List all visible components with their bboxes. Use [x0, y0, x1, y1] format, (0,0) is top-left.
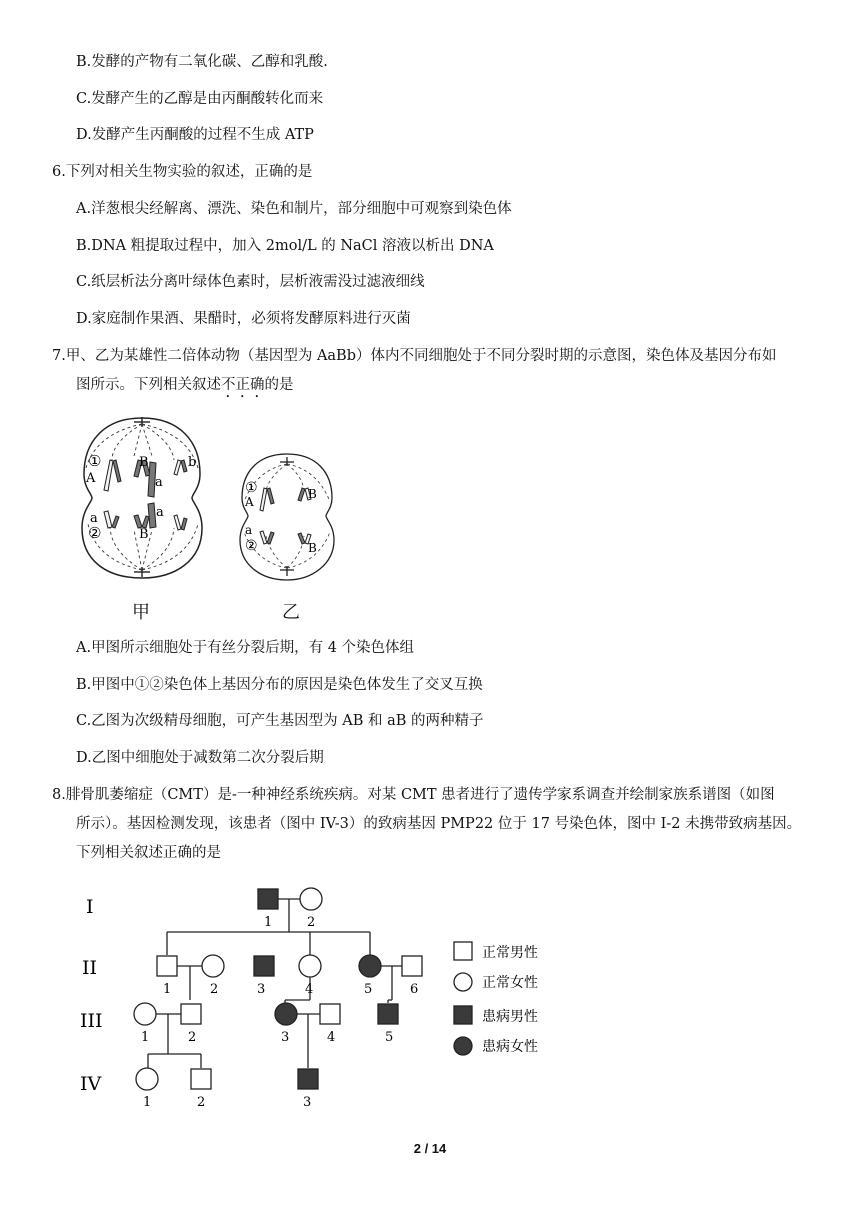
q6-option-d: D.家庭制作果酒、果醋时，必须将发酵原料进行灭菌 [76, 311, 411, 327]
gene-label: a [155, 475, 163, 490]
individual-number: 3 [303, 1095, 312, 1110]
normal-female-II-2 [202, 955, 224, 977]
individual-number: 1 [264, 915, 273, 930]
label-1: ① [88, 452, 102, 470]
individual-number: 1 [141, 1030, 150, 1045]
affected-male-I-1 [258, 889, 278, 909]
q7-option-d: D.乙图中细胞处于减数第二次分裂后期 [76, 750, 324, 766]
q6-option-c: C.纸层析法分离叶绿体色素时，层析液需没过滤液细线 [76, 274, 425, 290]
gene-label: a [156, 505, 164, 520]
gene-label: B [308, 541, 317, 555]
q5-option-b: B.发酵的产物有二氧化碳、乙醇和乳酸. [76, 54, 328, 70]
affected-male-IV-3 [298, 1069, 318, 1089]
individual-number: 4 [327, 1030, 336, 1045]
legend-normal-female: 正常女性 [482, 975, 538, 991]
q8-stem-line2: 所示）。基因检测发现，该患者（图中 IV-3）的致病基因 PMP22 位于 17 号染色体，图中 I-2 未携带致病基因。 [76, 816, 802, 832]
page-number: 2 / 14 [413, 1141, 447, 1156]
q7-option-a: A.甲图所示细胞处于有丝分裂后期，有 4 个染色体组 [76, 640, 415, 656]
legend-affected-male-symbol [454, 1006, 472, 1024]
gene-label: B [139, 527, 149, 542]
normal-male-II-1 [157, 956, 177, 976]
individual-number: 2 [197, 1095, 206, 1110]
gene-label: a [90, 511, 98, 526]
normal-male-IV-2 [191, 1069, 211, 1089]
gene-label: B [139, 455, 149, 470]
legend-affected-female-symbol [454, 1037, 472, 1055]
cell-jia-figure [76, 412, 208, 584]
normal-female-III-1 [134, 1003, 156, 1025]
normal-female-I-2 [300, 888, 322, 910]
individual-number: 2 [188, 1030, 197, 1045]
generation-label: IV [80, 1073, 102, 1095]
affected-female-II-5 [359, 955, 381, 977]
normal-female-II-4 [299, 955, 321, 977]
figure-label-jia: 甲 [132, 602, 150, 623]
figure-label-yi: 乙 [282, 602, 300, 623]
gene-label: A [245, 495, 254, 509]
individual-number: 4 [305, 982, 314, 997]
legend-affected-female: 患病女性 [482, 1039, 538, 1055]
q8-stem-line1: 8.腓骨肌萎缩症（CMT）是-一种神经系统疾病。对某 CMT 患者进行了遗传学家系调查并绘制家族系谱图（如图 [52, 787, 775, 803]
individual-number: 5 [385, 1030, 394, 1045]
generation-label: III [80, 1010, 103, 1032]
q6-option-a: A.洋葱根尖经解离、漂洗、染色和制片，部分细胞中可观察到染色体 [76, 201, 512, 217]
individual-number: 2 [307, 915, 316, 930]
label-1: ① [245, 480, 258, 496]
gene-label: b [188, 455, 197, 470]
gene-label: A [86, 471, 96, 486]
normal-male-II-6 [402, 956, 422, 976]
q7-stem-line2: 图所示。下列相关叙述不正确的是 [76, 377, 294, 393]
q5-option-c: C.发酵产生的乙醇是由丙酮酸转化而来 [76, 91, 324, 107]
normal-male-III-4 [320, 1004, 340, 1024]
legend-normal-female-symbol [454, 973, 472, 991]
normal-male-III-2 [181, 1004, 201, 1024]
q5-option-d: D.发酵产生丙酮酸的过程不生成 ATP [76, 127, 314, 143]
individual-number: 2 [210, 982, 219, 997]
q7-emphasis: 不正确 [221, 377, 265, 393]
individual-number: 3 [257, 982, 266, 997]
normal-female-IV-1 [136, 1068, 158, 1090]
q6-option-b: B.DNA 粗提取过程中，加入 2mol/L 的 NaCl 溶液以析出 DNA [76, 238, 494, 254]
q6-stem: 6.下列对相关生物实验的叙述，正确的是 [52, 164, 313, 180]
gene-label: B [308, 487, 317, 501]
q7-stem-line1: 7.甲、乙为某雄性二倍体动物（基因型为 AaBb）体内不同细胞处于不同分裂时期的示意图，染色体及基因分布如 [52, 348, 777, 364]
gene-label: a [245, 523, 253, 537]
individual-number: 1 [143, 1095, 152, 1110]
q7-option-b: B.甲图中①②染色体上基因分布的原因是染色体发生了交叉互换 [76, 677, 483, 693]
q8-stem-line3: 下列相关叙述正确的是 [76, 845, 221, 861]
legend-normal-male-symbol [454, 942, 472, 960]
individual-number: 5 [364, 982, 373, 997]
pedigree-chart [70, 876, 570, 1116]
generation-label: II [82, 957, 98, 979]
affected-male-II-3 [254, 956, 274, 976]
legend-normal-male: 正常男性 [482, 945, 538, 961]
individual-number: 6 [410, 982, 419, 997]
q7-option-c: C.乙图为次级精母细胞，可产生基因型为 AB 和 aB 的两种精子 [76, 713, 484, 729]
legend-affected-male: 患病男性 [482, 1009, 538, 1025]
individual-number: 3 [281, 1030, 290, 1045]
affected-male-III-5 [378, 1004, 398, 1024]
label-2: ② [245, 538, 258, 554]
label-2: ② [88, 524, 102, 542]
affected-female-III-3 [275, 1003, 297, 1025]
individual-number: 1 [163, 982, 172, 997]
generation-label: I [86, 896, 94, 918]
cell-yi-figure [236, 450, 338, 584]
